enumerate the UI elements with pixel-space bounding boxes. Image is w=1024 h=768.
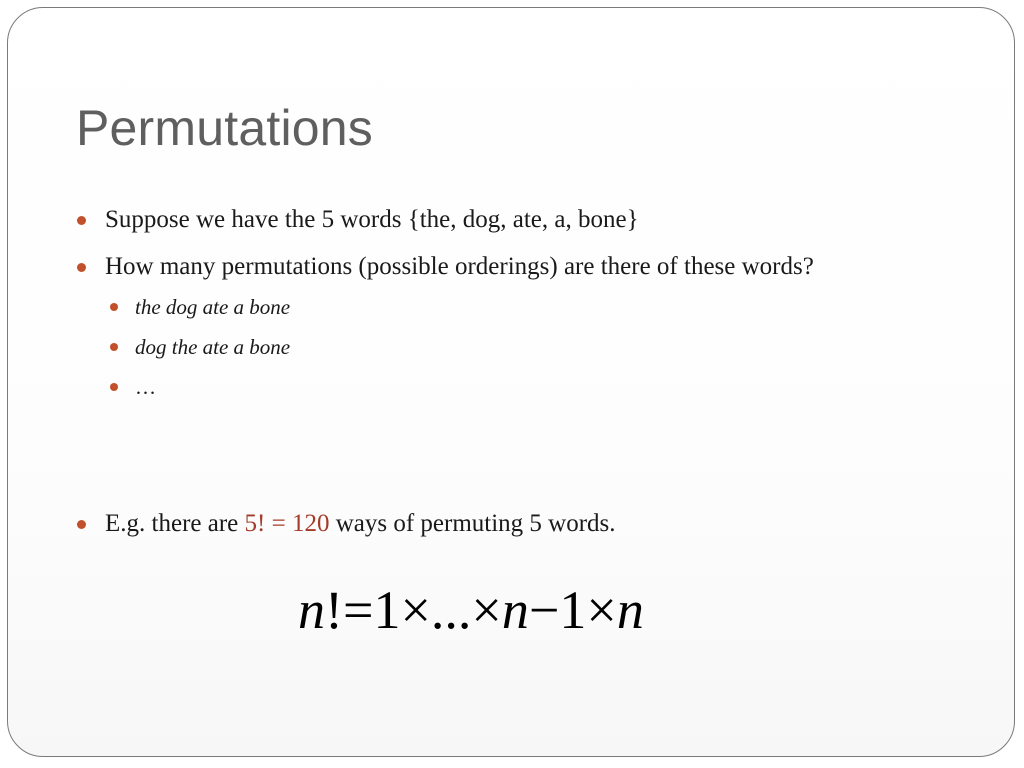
bullet-item: [77, 203, 639, 237]
sub-bullet-text: …: [135, 374, 156, 399]
bullet-dot-icon: [110, 383, 118, 391]
formula-n: n: [616, 580, 644, 640]
formula-times: ×: [400, 580, 431, 640]
bullet-text: How many permutations (possible orderings) are there of these words?: [105, 253, 814, 280]
bullet-dot-icon: [77, 216, 86, 225]
formula-one: 1: [373, 580, 401, 640]
sub-bullet-item: [110, 332, 290, 362]
example-prefix: E.g. there are: [105, 510, 245, 537]
bullet-dot-icon: [110, 303, 118, 311]
formula-n: n: [501, 580, 529, 640]
formula-one: 1: [559, 580, 587, 640]
bullet-dot-icon: [77, 520, 86, 529]
slide-title: Permutations: [76, 100, 373, 156]
example-suffix: ways of permuting 5 words.: [329, 510, 616, 537]
formula-dots: ...: [430, 580, 472, 640]
factorial-formula: [298, 575, 644, 645]
formula-times: ×: [471, 580, 502, 640]
formula-bang-equals: !=: [325, 580, 374, 640]
bullet-text: Suppose we have the 5 words {the, dog, ate, a, bone}: [105, 206, 639, 233]
bullet-dot-icon: [110, 343, 118, 351]
example-highlight: 5! = 120: [244, 510, 330, 537]
example-text: [105, 510, 616, 538]
sub-bullet-text: dog the ate a bone: [135, 334, 291, 359]
sub-bullet-text: the dog ate a bone: [135, 294, 291, 319]
bullet-item: [77, 250, 814, 284]
sub-bullet-item: [110, 372, 156, 402]
formula-minus: −: [528, 580, 560, 640]
bullet-dot-icon: [77, 263, 86, 272]
formula-times: ×: [586, 580, 617, 640]
formula-n: n: [298, 580, 325, 640]
bullet-item-example: [77, 507, 616, 541]
sub-bullet-item: [110, 292, 290, 322]
